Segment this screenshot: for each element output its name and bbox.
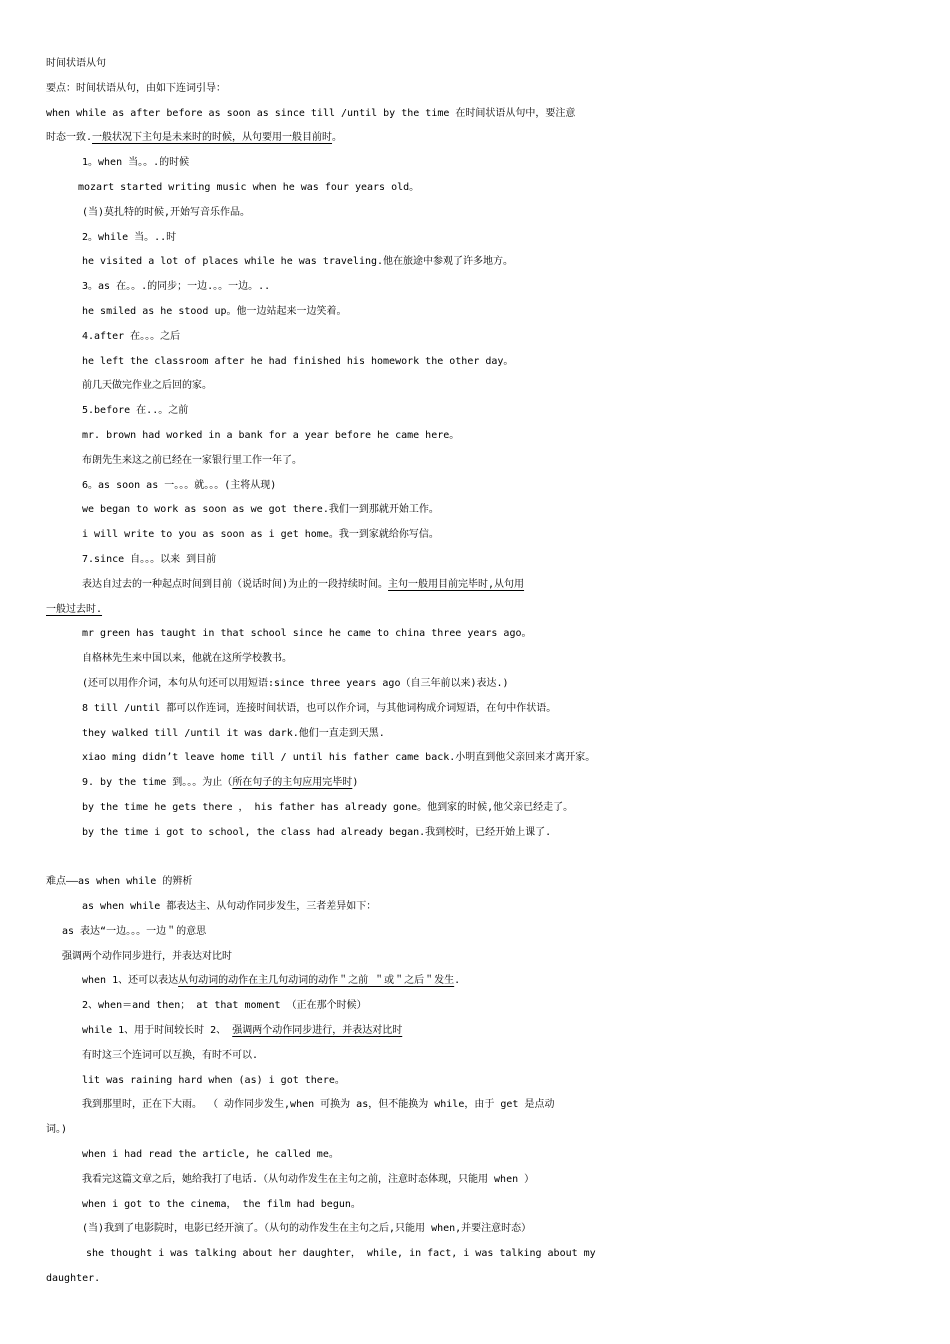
example-line: by the time i got to school, the class had already began.我到校时，已经开始上课了. [82,826,552,838]
interchange-note: 有时这三个连词可以互换，有时不可以. [82,1049,259,1061]
example-line: lit was raining hard when (as) i got there。 [82,1074,345,1086]
example-translation: 布朗先生来这之前已经在一家银行里工作一年了。 [82,454,302,466]
example-line: he smiled as he stood up。他一边站起来一边笑着。 [82,305,347,317]
example-line-cont: daughter. [46,1273,101,1285]
example-line: mozart started writing music when he was four years old。 [78,181,420,193]
underlined-rule: 从句动词的动作在主几句动词的动作＂之前 ＂或＂之后＂发生 [178,975,455,987]
item-when-heading: 1。when 当。。.的时候 [82,157,190,169]
example-line: when i got to the cinema， the film had begun。 [82,1198,361,1210]
underlined-rule: 一般过去时. [46,603,103,615]
example-translation: (当)莫扎特的时候,开始写音乐作品。 [82,206,251,218]
item-by-the-time-heading: 9. by the time 到。。。为止（所在句子的主句应用完毕时) [82,777,359,789]
since-explanation: 表达自过去的一种起点时间到目前（说话时间)为止的一段持续时间。主句一般用目前完毕时,从句用 [82,578,525,590]
blank-line [46,846,908,871]
example-line: when i had read the article, he called me。 [82,1149,339,1161]
as-emphasis: 强调两个动作同步进行，并表达对比时 [62,950,232,962]
item-before-heading: 5.before 在..。之前 [82,405,189,417]
example-translation-cont: 词。) [46,1124,68,1136]
item-since-heading: 7.since 自。。。以来 到目前 [82,553,217,565]
example-line: she thought i was talking about her daughter， while, in fact, i was talking about my [86,1248,596,1260]
example-line: i will write to you as soon as i get home。我一到家就给你写信。 [82,529,439,541]
example-translation: 自格林先生来中国以来，他就在这所学校教书。 [82,653,292,665]
example-line: he visited a lot of places while he was traveling.他在旅途中参观了许多地方。 [82,256,514,268]
item-till-until-heading: 8 till /until 都可以作连词，连接时间状语，也可以作介词，与其他词构成介词短语，在句中作状语。 [82,702,557,714]
doc-title: 时间状语从句 [46,58,106,69]
underlined-rule: 一般状况下主句是未来时的时候，从句要用一般目前时 [92,132,333,144]
example-line: by the time he gets there ， his father has already gone。他到家的时候,他父亲已经走了。 [82,801,574,813]
example-line: xiao ming didn’t leave home till / until his father came back.小明直到他父亲回来才离开家。 [82,752,596,764]
example-line: they walked till /until it was dark.他们一直走到天黑. [82,727,385,739]
underlined-rule: 主句一般用目前完毕时,从句用 [388,578,525,590]
when-usage-1: when 1、还可以表达从句动词的动作在主几句动词的动作＂之前 ＂或＂之后＂发生. [82,975,461,987]
example-line: mr green has taught in that school since he came to china three years ago。 [82,628,532,640]
example-translation: 我到那里时，正在下大雨。 （ 动作同步发生,when 可换为 as，但不能换为 while，由于 get 是点动 [82,1099,555,1111]
underlined-rule: 所在句子的主句应用完毕时 [232,777,353,789]
item-as-soon-as-heading: 6。as soon as 一。。。就。。。(主将从现) [82,479,277,491]
tense-rule-line: 时态一致.一般状况下主句是未来时的时候，从句要用一般目前时。 [46,132,343,144]
item-while-heading: 2。while 当。..时 [82,231,177,243]
example-translation: 前几天做完作业之后回的家。 [82,380,212,392]
note-line: (还可以用作介词，本句从句还可以用短语:since three years ago（自三年前以来)表达.) [82,677,509,689]
example-line: we began to work as soon as we got there.我们一到那就开始工作。 [82,504,439,516]
example-line: mr. brown had worked in a bank for a year before he came here。 [82,429,460,441]
difficulty-heading: 难点——as when while 的辨析 [46,876,193,888]
item-after-heading: 4.after 在。。。之后 [82,330,181,342]
underlined-rule: 强调两个动作同步进行，并表达对比时 [232,1025,403,1037]
item-as-heading: 3。as 在。。.的同步；一边.。。一边。.. [82,281,271,293]
example-translation: 我看完这篇文章之后，她给我打了电话.（从句动作发生在主句之前，注意时态体现，只能用 when ） [82,1173,535,1185]
when-usage-2: 2、when＝and then； at that moment （正在那个时候） [82,1000,367,1012]
document-page [46,52,908,1292]
while-usage: while 1、用于时间较长时 2、 强调两个动作同步进行，并表达对比时 [82,1025,403,1037]
since-explanation-cont [46,598,908,623]
example-line: he left the classroom after he had finished his homework the other day。 [82,355,514,367]
difficulty-intro: as when while 都表达主、从句动作同步发生，三者差异如下： [82,901,377,913]
example-translation: (当)我到了电影院时，电影已经开演了。（从句的动作发生在主句之后,只能用 when,并要注意时态） [82,1223,532,1235]
as-meaning: as 表达“一边。。。一边＂的意思 [62,925,207,937]
key-points-line: 要点：时间状语从句，由如下连词引导： [46,82,226,94]
conjunctions-line: when while as after before as soon as since till /until by the time 在时间状语从句中，要注意 [46,107,576,119]
